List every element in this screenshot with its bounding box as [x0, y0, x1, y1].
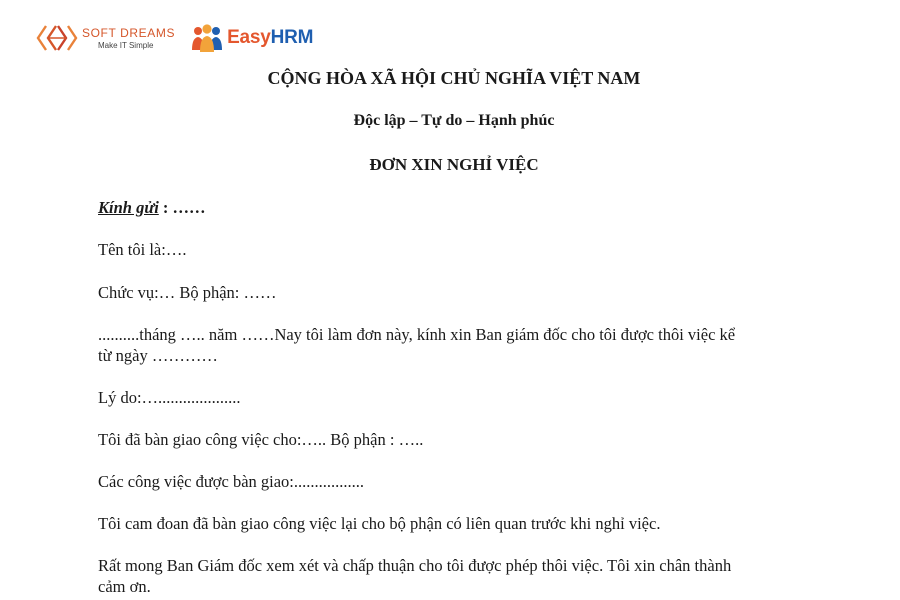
kinh-gui-label: Kính gửi — [98, 198, 159, 217]
cac-cong-viec-line: Các công việc được bàn giao:................. — [98, 472, 365, 491]
easyhrm-logo-icon — [189, 22, 225, 54]
thang-line-1: ..........tháng ….. năm ……Nay tôi làm đơn này, kính xin Ban giám đốc cho tôi được thôi việc kể — [98, 325, 736, 344]
document-title: ĐƠN XIN NGHỈ VIỆC — [369, 155, 539, 174]
thang-line-2: từ ngày ………… — [98, 346, 218, 365]
easyhrm-name — [227, 27, 313, 49]
kinh-gui-value: : …… — [158, 198, 206, 217]
rat-mong-line-2: cảm ơn. — [98, 577, 151, 596]
ban-giao-line: Tôi đã bàn giao công việc cho:….. Bộ phận : ….. — [98, 430, 424, 449]
soft-dreams-name: SOFT DREAMS — [82, 25, 176, 40]
chuc-vu-line: Chức vụ:… Bộ phận: …… — [98, 283, 277, 302]
easyhrm-logo — [189, 22, 313, 54]
soft-dreams-logo-icon — [36, 20, 78, 56]
soft-dreams-tagline: Make IT Simple — [98, 40, 154, 50]
ly-do-line: Lý do:….................... — [98, 388, 241, 407]
easyhrm-name-hrm: HRM — [270, 27, 314, 48]
logo-bar — [36, 20, 313, 56]
ten-line: Tên tôi là:…. — [98, 240, 187, 259]
rat-mong-line-1: Rất mong Ban Giám đốc xem xét và chấp thuận cho tôi được phép thôi việc. Tôi xin chân thành — [98, 556, 732, 575]
motto-heading: Độc lập – Tự do – Hạnh phúc — [353, 112, 555, 129]
cam-doan-line: Tôi cam đoan đã bàn giao công việc lại cho bộ phận có liên quan trước khi nghỉ việc. — [98, 514, 661, 533]
country-heading: CỘNG HÒA XÃ HỘI CHỦ NGHĨA VIỆT NAM — [267, 68, 641, 88]
soft-dreams-logo — [36, 20, 175, 56]
kinh-gui-line — [98, 197, 206, 218]
easyhrm-name-easy: Easy — [227, 27, 271, 48]
